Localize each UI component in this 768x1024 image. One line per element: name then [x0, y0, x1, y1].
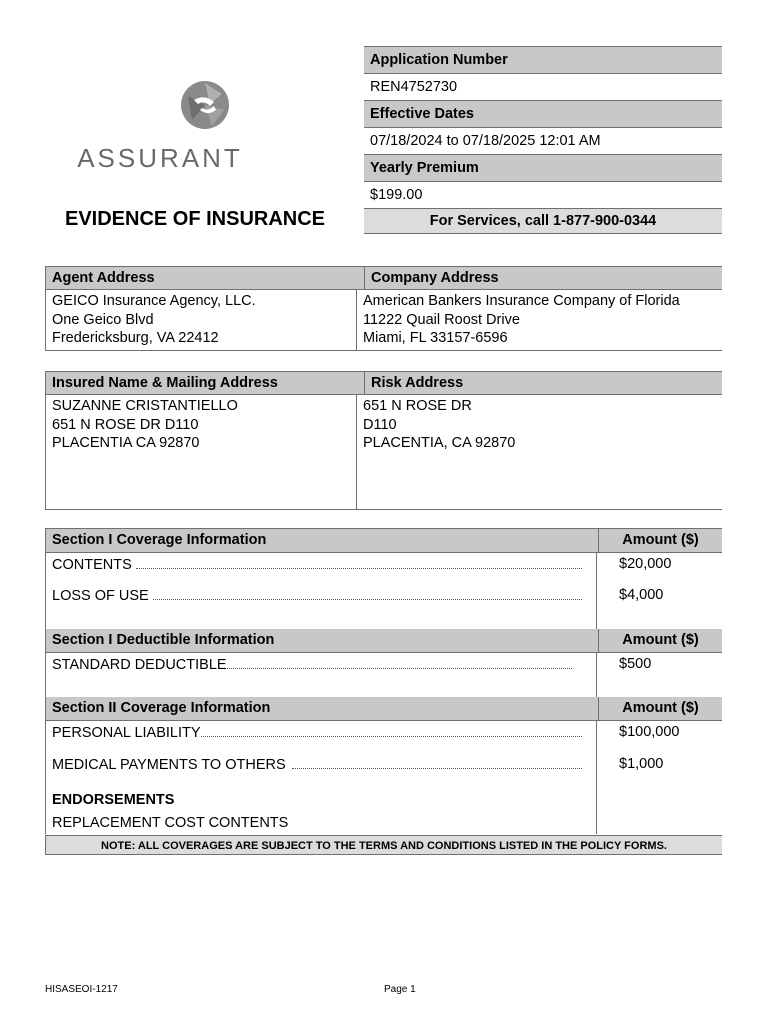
insured-address-line: 651 N ROSE DR D110: [52, 416, 199, 433]
document-title: EVIDENCE OF INSURANCE: [64, 208, 326, 230]
insured-address: [45, 395, 357, 509]
leader-dots: [201, 723, 582, 737]
coverage-amount: $4,000: [619, 587, 664, 603]
deductible-amount: $500: [619, 656, 652, 672]
amount-header: Amount ($): [622, 532, 699, 548]
section1-deductible-label: Section I Deductible Information: [45, 629, 599, 652]
coverage-item-name: PERSONAL LIABILITY: [52, 725, 201, 741]
section1-coverage-label: Section I Coverage Information: [45, 529, 599, 552]
insured-address-line: SUZANNE CRISTANTIELLO: [52, 398, 238, 414]
agent-company-table: [45, 266, 722, 351]
page-number: Page 1: [384, 984, 416, 995]
risk-address-line: PLACENTIA, CA 92870: [363, 435, 516, 451]
endorsement-item: REPLACEMENT COST CONTENTS: [52, 815, 289, 831]
agent-address: [45, 290, 357, 350]
coverage-item: [52, 555, 582, 573]
coverage-amount: $1,000: [619, 756, 664, 772]
company-address-line: Miami, FL 33157-6596: [363, 330, 508, 346]
form-id: HISASEOI-1217: [45, 984, 118, 995]
amount-header: Amount ($): [622, 700, 699, 716]
coverage-item: [52, 755, 582, 773]
effective-dates: 07/18/2024 to 07/18/2025 12:01 AM: [364, 128, 722, 155]
risk-address-label: Risk Address: [371, 375, 464, 391]
company-address-label: Company Address: [371, 270, 499, 286]
endorsements-heading: ENDORSEMENTS: [52, 792, 175, 808]
leader-dots: [227, 655, 572, 669]
coverage-item: [52, 723, 582, 741]
coverage-note: NOTE: ALL COVERAGES ARE SUBJECT TO THE TERMS AND CONDITIONS LISTED IN THE POLICY FORMS.: [45, 835, 722, 855]
risk-address-line: D110: [363, 416, 397, 433]
section2-coverage-label: Section II Coverage Information: [45, 697, 599, 720]
risk-address: [357, 395, 722, 509]
deductible-item: [52, 655, 582, 673]
coverage-item-name: MEDICAL PAYMENTS TO OTHERS: [52, 757, 286, 773]
leader-dots: [153, 586, 582, 600]
agent-address-line: GEICO Insurance Agency, LLC.: [52, 293, 256, 309]
yearly-premium: $199.00: [364, 182, 722, 209]
yearly-premium-label: Yearly Premium: [364, 155, 722, 182]
coverage-item: [52, 586, 582, 604]
leader-dots: [292, 755, 582, 769]
coverage-item-name: LOSS OF USE: [52, 588, 149, 604]
agent-address-line: Fredericksburg, VA 22412: [52, 330, 219, 346]
risk-address-line: 651 N ROSE DR: [363, 398, 472, 414]
effective-dates-label: Effective Dates: [364, 101, 722, 128]
company-address-line: American Bankers Insurance Company of Florida: [363, 293, 680, 309]
coverage-amount: $20,000: [619, 556, 672, 572]
agent-address-line: One Geico Blvd: [52, 311, 154, 328]
insured-address-label: Insured Name & Mailing Address: [45, 372, 365, 394]
agent-address-label: Agent Address: [45, 267, 365, 289]
insured-risk-table: [45, 371, 722, 510]
brand-name: ASSURANT: [77, 143, 243, 173]
coverage-item-name: CONTENTS: [52, 557, 132, 573]
company-address-line: 11222 Quail Roost Drive: [363, 311, 520, 328]
leader-dots: [136, 555, 582, 569]
application-number: REN4752730: [364, 74, 722, 101]
company-address: [357, 290, 722, 350]
application-number-label: Application Number: [364, 47, 722, 74]
assurant-logo-icon: [180, 80, 230, 130]
coverage-table: [45, 528, 722, 834]
amount-header: Amount ($): [622, 632, 699, 648]
coverage-amount: $100,000: [619, 724, 680, 740]
services-phone: For Services, call 1-877-900-0344: [364, 209, 722, 234]
policy-info-box: [364, 46, 722, 234]
deductible-item-name: STANDARD DEDUCTIBLE: [52, 657, 227, 673]
insured-address-line: PLACENTIA CA 92870: [52, 435, 200, 451]
